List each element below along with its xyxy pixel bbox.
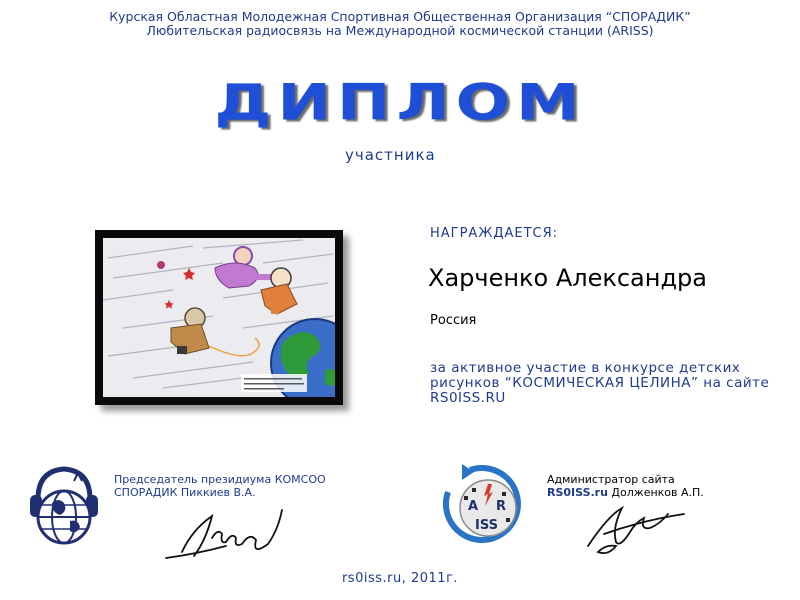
admin-title: Администратор сайта [547,473,675,486]
admin-name: Долженков А.П. [607,486,704,499]
organization-name: Курская Областная Молодежная Спортивная Общественная Организация “СПОРАДИК” [109,9,691,24]
sporadik-globe-logo-icon [24,463,104,549]
footer-text: rs0iss.ru, 2011г. [341,571,459,586]
award-reason: за активное участие в конкурсе детских рисунков “КОСМИЧЕСКАЯ ЦЕЛИНА” на сайте RS0ISS.RU [430,360,770,406]
planet-icon [157,261,165,269]
chairman-signature-icon [160,498,300,568]
diploma-title [0,66,800,140]
chairman-name: СПОРАДИК Пиккиев В.А. [114,486,256,499]
diploma-title-text: ДИПЛОМ [214,74,586,132]
chairman-title: Председатель президиума КОМСОО [114,473,326,486]
ariss-logo-letters-iss: ISS [475,518,498,533]
ariss-logo-letter-r: R [496,499,507,514]
children-drawing-image [103,238,335,397]
program-name: Любительская радиосвязь на Международной космической станции (ARISS) [146,23,654,38]
awarded-label: НАГРАЖДАЕТСЯ: [430,226,559,241]
drawing-frame [95,230,343,405]
diploma-subtitle: участника [345,146,436,164]
chairman-signature-block [114,473,326,499]
ariss-logo-letter-a: A [468,499,479,514]
recipient-country: Россия [430,313,477,328]
admin-signature-icon [578,494,693,564]
admin-site-name: RS0ISS.ru [547,486,608,499]
ariss-logo-icon [432,462,524,548]
recipient-name: Харченко Александра [428,264,707,292]
